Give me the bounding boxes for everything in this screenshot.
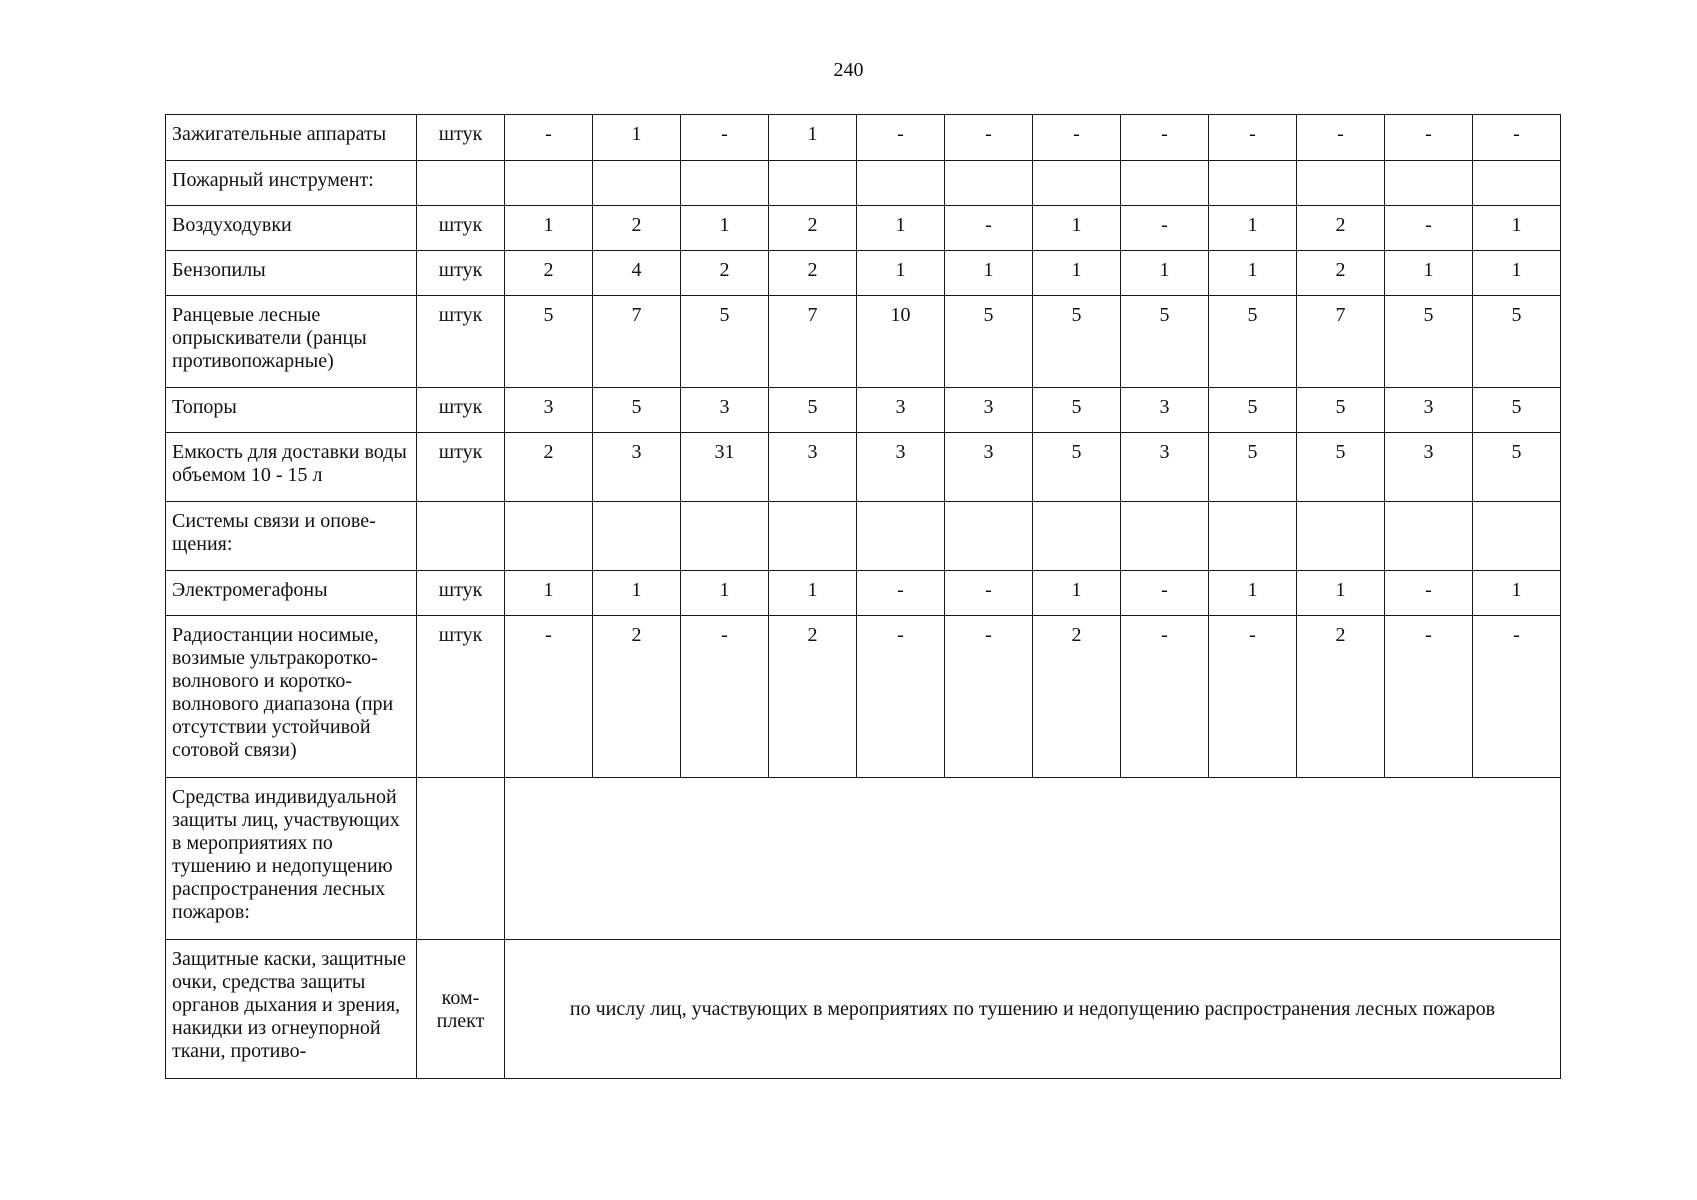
value-cell: 1 [1209,251,1297,296]
value-cell: 1 [1209,571,1297,616]
row-name-cell: Бензопилы [166,251,417,296]
value-cell: 2 [681,251,769,296]
value-cell: - [1297,115,1385,161]
value-cell [1473,502,1561,571]
value-cell: 7 [593,296,681,388]
value-cell: 1 [681,206,769,251]
value-cell: 5 [505,296,593,388]
value-cell: - [505,616,593,778]
value-cell: 5 [1209,433,1297,502]
value-cell [945,502,1033,571]
row-unit-cell: штук [417,296,505,388]
value-cell: 1 [1033,206,1121,251]
table-row [166,502,1561,571]
value-cell [1209,502,1297,571]
value-cell: 1 [1385,251,1473,296]
row-unit-cell: штук [417,571,505,616]
merged-note-cell [505,778,1561,940]
row-name-cell: Воздуходувки [166,206,417,251]
value-cell: 10 [857,296,945,388]
value-cell: 5 [769,388,857,433]
value-cell: 2 [1033,616,1121,778]
row-name-cell: Защитные каски, защитные очки, средства защиты органов дыхания и зрения, накидки из огнеупорной ткани, противо- [166,940,417,1079]
value-cell: - [1473,115,1561,161]
row-name-cell: Средства индивидуальной защиты лиц, участвующих в мероприятиях по тушению и недопущению распространения лесных пожаров: [166,778,417,940]
value-cell [681,161,769,206]
equipment-table [165,114,1561,1079]
row-name-cell: Радиостанции носимые, возимые ультракоротковолнового и коротковолнового диапазона (при отсутствии устойчивой сотовой связи) [166,616,417,778]
value-cell [593,161,681,206]
value-cell [1033,502,1121,571]
value-cell: 2 [1297,616,1385,778]
table-row [166,251,1561,296]
table-row [166,433,1561,502]
value-cell: - [945,616,1033,778]
value-cell: 1 [1473,571,1561,616]
value-cell: 1 [1297,571,1385,616]
row-unit-cell: штук [417,206,505,251]
row-name-cell: Ранцевые лесные опрыскиватели (ранцы противопожарные) [166,296,417,388]
value-cell: 2 [593,616,681,778]
value-cell [1385,502,1473,571]
table-row-merged [166,778,1561,940]
value-cell [1297,161,1385,206]
value-cell [505,161,593,206]
value-cell [1297,502,1385,571]
value-cell: 31 [681,433,769,502]
value-cell: 3 [857,433,945,502]
value-cell: 4 [593,251,681,296]
row-name-cell: Топоры [166,388,417,433]
value-cell: 1 [593,571,681,616]
row-name-cell: Зажигательные аппараты [166,115,417,161]
row-unit-cell [417,778,505,940]
row-unit-cell: штук [417,115,505,161]
value-cell: - [505,115,593,161]
value-cell: 1 [1033,251,1121,296]
value-cell: 3 [593,433,681,502]
value-cell: - [1121,571,1209,616]
value-cell: - [1385,115,1473,161]
value-cell: 1 [1473,206,1561,251]
value-cell: 5 [593,388,681,433]
value-cell [857,161,945,206]
value-cell: 1 [505,571,593,616]
value-cell: 5 [1473,433,1561,502]
value-cell: 5 [1209,388,1297,433]
value-cell: 3 [1385,433,1473,502]
value-cell: - [681,115,769,161]
value-cell: - [1121,115,1209,161]
value-cell: 5 [1473,296,1561,388]
value-cell: - [945,206,1033,251]
value-cell: - [1385,206,1473,251]
table-row-merged [166,940,1561,1079]
value-cell: 2 [505,433,593,502]
value-cell: - [1209,115,1297,161]
value-cell: 3 [505,388,593,433]
value-cell: 2 [769,616,857,778]
value-cell: - [1385,616,1473,778]
value-cell: 5 [1297,433,1385,502]
value-cell [593,502,681,571]
value-cell: 3 [1121,388,1209,433]
value-cell: 1 [857,251,945,296]
row-unit-cell: штук [417,388,505,433]
value-cell: 1 [769,571,857,616]
value-cell: 5 [1473,388,1561,433]
value-cell: - [1121,206,1209,251]
value-cell [1473,161,1561,206]
value-cell: 2 [769,206,857,251]
value-cell: 1 [769,115,857,161]
value-cell: 3 [1385,388,1473,433]
value-cell: 1 [1209,206,1297,251]
value-cell: 2 [505,251,593,296]
table-row [166,616,1561,778]
value-cell: 5 [1033,296,1121,388]
table-row [166,388,1561,433]
value-cell: 2 [769,251,857,296]
value-cell: 1 [1473,251,1561,296]
value-cell: 7 [769,296,857,388]
value-cell [1121,161,1209,206]
value-cell: - [857,571,945,616]
value-cell: - [857,616,945,778]
table-row [166,161,1561,206]
value-cell: 5 [1297,388,1385,433]
value-cell [857,502,945,571]
value-cell: - [681,616,769,778]
value-cell: 5 [1385,296,1473,388]
value-cell: - [1473,616,1561,778]
row-name-cell: Емкость для доставки воды объемом 10 - 15 л [166,433,417,502]
value-cell: 1 [1121,251,1209,296]
value-cell: 2 [1297,251,1385,296]
table-row [166,206,1561,251]
value-cell: 5 [1121,296,1209,388]
value-cell: 3 [945,433,1033,502]
row-unit-cell: штук [417,616,505,778]
value-cell: 5 [1033,388,1121,433]
value-cell [769,161,857,206]
row-name-cell: Системы связи и оповещения: [166,502,417,571]
table-row [166,296,1561,388]
table-row [166,115,1561,161]
table-row [166,571,1561,616]
value-cell: 3 [945,388,1033,433]
page-number: 240 [833,59,864,81]
value-cell [1209,161,1297,206]
value-cell: - [1209,616,1297,778]
value-cell: 1 [857,206,945,251]
value-cell [681,502,769,571]
value-cell: 1 [505,206,593,251]
value-cell [769,502,857,571]
row-name-cell: Электромегафоны [166,571,417,616]
value-cell: - [1121,616,1209,778]
merged-note-cell: по числу лиц, участвующих в мероприятиях по тушению и недопущению распространения лесных пожаров [505,940,1561,1079]
value-cell: 1 [945,251,1033,296]
value-cell: 3 [681,388,769,433]
value-cell: 3 [857,388,945,433]
value-cell: 2 [593,206,681,251]
value-cell: - [945,571,1033,616]
value-cell: 1 [1033,571,1121,616]
row-unit-cell: комплект [417,940,505,1079]
value-cell: 5 [681,296,769,388]
value-cell: 3 [769,433,857,502]
value-cell [505,502,593,571]
value-cell: 1 [593,115,681,161]
value-cell: 3 [1121,433,1209,502]
value-cell: 5 [1033,433,1121,502]
value-cell: 7 [1297,296,1385,388]
value-cell: - [857,115,945,161]
value-cell [1121,502,1209,571]
value-cell [945,161,1033,206]
row-unit-cell [417,502,505,571]
value-cell [1033,161,1121,206]
row-name-cell: Пожарный инструмент: [166,161,417,206]
row-unit-cell: штук [417,251,505,296]
value-cell: 5 [1209,296,1297,388]
value-cell: 2 [1297,206,1385,251]
value-cell: - [945,115,1033,161]
value-cell [1385,161,1473,206]
row-unit-cell: штук [417,433,505,502]
row-unit-cell [417,161,505,206]
value-cell: 1 [681,571,769,616]
value-cell: 5 [945,296,1033,388]
value-cell: - [1033,115,1121,161]
value-cell: - [1385,571,1473,616]
